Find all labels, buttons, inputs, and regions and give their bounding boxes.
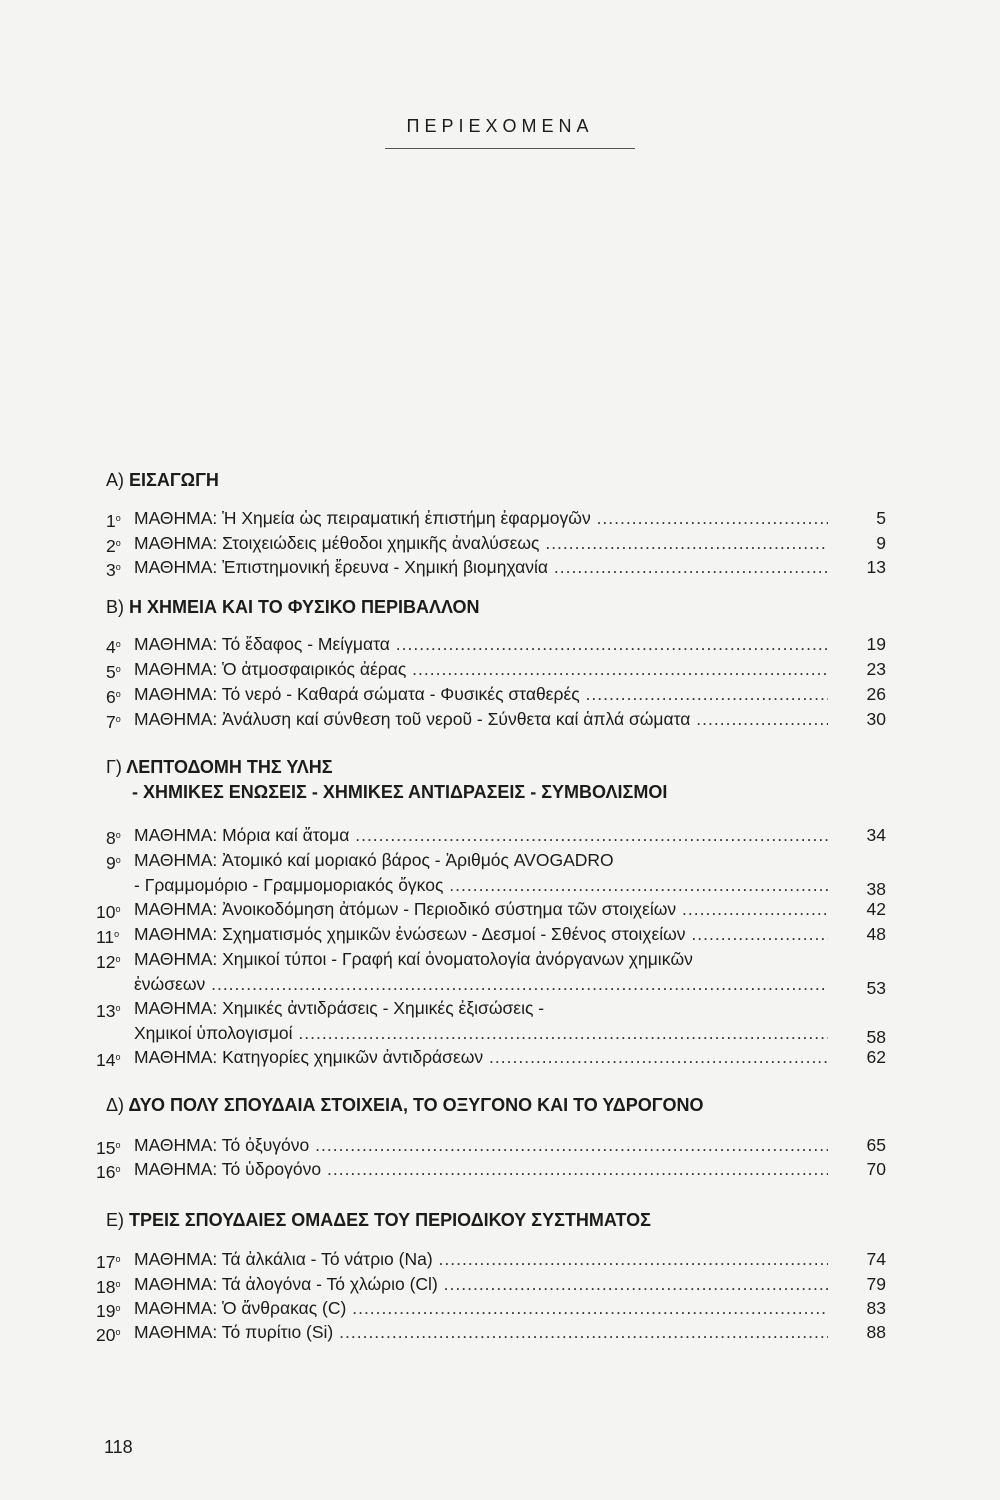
ordinal-mark: ο bbox=[115, 1279, 121, 1289]
page-ref: 58 bbox=[866, 1027, 886, 1047]
lesson-number bbox=[96, 948, 122, 973]
lesson-number bbox=[96, 923, 122, 948]
ordinal-mark: ο bbox=[115, 639, 121, 649]
toc-entry bbox=[106, 556, 886, 578]
toc-entry bbox=[106, 507, 886, 529]
ordinal-mark: ο bbox=[115, 664, 121, 674]
lesson-number-value: 16 bbox=[96, 1162, 116, 1182]
lesson-title: ΜΑΘΗΜΑ: Ἡ Χημεία ὡς πειραματική ἐπιστήμη ἐφαρμογῶν ..... bbox=[134, 507, 828, 529]
lesson-number bbox=[106, 507, 132, 532]
page-ref: 70 bbox=[866, 1159, 886, 1179]
page-ref: 26 bbox=[866, 684, 886, 704]
lesson-number bbox=[106, 708, 132, 733]
section-title-continued: - ΧΗΜΙΚΕΣ ΕΝΩΣΕΙΣ - ΧΗΜΙΚΕΣ ΑΝΤΙΔΡΑΣΕΙΣ - ΣΥΜΒΟΛΙΣΜΟΙ bbox=[132, 782, 668, 802]
lesson-number-value: 15 bbox=[96, 1138, 116, 1158]
lesson-number-value: 1 bbox=[106, 511, 116, 531]
lesson-number-value: 20 bbox=[96, 1325, 116, 1345]
lesson-number bbox=[96, 898, 122, 923]
ordinal-mark: ο bbox=[114, 929, 120, 939]
lesson-number-value: 2 bbox=[106, 536, 116, 556]
page-ref: 34 bbox=[866, 825, 886, 845]
lesson-number bbox=[106, 633, 132, 658]
lesson-number-value: 12 bbox=[96, 952, 116, 972]
lesson-number bbox=[96, 1321, 122, 1346]
lesson-title-continued: - Γραμμομόριο - Γραμμομοριακός ὄγκος ..... bbox=[134, 874, 828, 896]
section-heading-a bbox=[106, 470, 219, 491]
section-title: ΛΕΠΤΟΔΟΜΗ ΤΗΣ ΥΛΗΣ bbox=[126, 757, 333, 777]
page-number: 118 bbox=[104, 1437, 133, 1457]
lesson-title: ΜΑΘΗΜΑ: Σχηματισμός χημικῶν ἐνώσεων - Δεσμοί - Σθένος στοιχείων ..... bbox=[134, 923, 828, 945]
lesson-number-value: 7 bbox=[106, 712, 116, 732]
lesson-number bbox=[106, 849, 132, 874]
ordinal-mark: ο bbox=[115, 1052, 121, 1062]
section-letter: Δ) bbox=[106, 1095, 125, 1115]
toc-entry bbox=[96, 1134, 886, 1158]
page-ref: 9 bbox=[876, 533, 886, 553]
lesson-number bbox=[96, 1248, 122, 1273]
ordinal-mark: ο bbox=[115, 855, 121, 865]
section-heading-d bbox=[106, 1095, 704, 1116]
toc-entry bbox=[96, 1046, 886, 1070]
page-ref: 53 bbox=[866, 978, 886, 998]
lesson-title: ΜΑΘΗΜΑ: Μόρια καί ἄτομα ..... bbox=[134, 824, 828, 846]
ordinal-mark: ο bbox=[115, 1003, 121, 1013]
page-ref: 79 bbox=[866, 1274, 886, 1294]
lesson-title: ΜΑΘΗΜΑ: Τό ὑδρογόνο ..... bbox=[134, 1158, 828, 1180]
lesson-number bbox=[96, 1134, 122, 1159]
lesson-number-value: 3 bbox=[106, 560, 116, 580]
page-ref: 74 bbox=[866, 1249, 886, 1269]
toc-entry bbox=[96, 1158, 886, 1182]
toc-entry bbox=[106, 532, 886, 554]
ordinal-mark: ο bbox=[115, 562, 121, 572]
lesson-number-value: 8 bbox=[106, 828, 116, 848]
section-title: ΔΥΟ ΠΟΛΥ ΣΠΟΥΔΑΙΑ ΣΤΟΙΧΕΙΑ, ΤΟ ΟΞΥΓΟΝΟ ΚΑΙ ΤΟ ΥΔΡΟΓΟΝΟ bbox=[128, 1095, 704, 1115]
page-ref: 48 bbox=[866, 924, 886, 944]
section-heading-e bbox=[106, 1210, 651, 1231]
page-ref: 23 bbox=[866, 659, 886, 679]
lesson-number-value: 10 bbox=[96, 902, 116, 922]
lesson-title: ΜΑΘΗΜΑ: Τό ὀξυγόνο ..... bbox=[134, 1134, 828, 1156]
ordinal-mark: ο bbox=[115, 1164, 121, 1174]
ordinal-mark: ο bbox=[115, 714, 121, 724]
toc-entry bbox=[106, 683, 886, 705]
page-ref: 19 bbox=[866, 634, 886, 654]
page-ref: 88 bbox=[866, 1322, 886, 1342]
lesson-title: ΜΑΘΗΜΑ: Τό νερό - Καθαρά σώματα - Φυσικές σταθερές ..... bbox=[134, 683, 828, 705]
ordinal-mark: ο bbox=[115, 830, 121, 840]
lesson-title: ΜΑΘΗΜΑ: Τό ἔδαφος - Μείγματα ..... bbox=[134, 633, 828, 655]
ordinal-mark: ο bbox=[115, 513, 121, 523]
section-title: Η ΧΗΜΕΙΑ ΚΑΙ ΤΟ ΦΥΣΙΚΟ ΠΕΡΙΒΑΛΛΟΝ bbox=[129, 597, 480, 617]
toc-entry-continuation bbox=[106, 973, 886, 998]
toc-entry bbox=[106, 708, 886, 730]
section-heading-c bbox=[106, 757, 333, 778]
section-letter: Α) bbox=[106, 470, 124, 490]
page-ref: 83 bbox=[866, 1298, 886, 1318]
lesson-number-value: 9 bbox=[106, 853, 116, 873]
lesson-number-value: 6 bbox=[106, 687, 116, 707]
ordinal-mark: ο bbox=[115, 1327, 121, 1337]
ordinal-mark: ο bbox=[115, 1254, 121, 1264]
toc-entry bbox=[96, 1273, 886, 1297]
section-heading-c-line2 bbox=[132, 782, 667, 803]
lesson-title: ΜΑΘΗΜΑ: Χημικές ἀντιδράσεις - Χημικές ἐξισώσεις - bbox=[134, 998, 545, 1018]
section-letter: Β) bbox=[106, 597, 124, 617]
lesson-number bbox=[106, 658, 132, 683]
section-title: ΤΡΕΙΣ ΣΠΟΥΔΑΙΕΣ ΟΜΑΔΕΣ ΤΟΥ ΠΕΡΙΟΔΙΚΟΥ ΣΥΣΤΗΜΑΤΟΣ bbox=[129, 1210, 651, 1230]
page-ref: 62 bbox=[866, 1047, 886, 1067]
lesson-number-value: 5 bbox=[106, 662, 116, 682]
lesson-title: ΜΑΘΗΜΑ: Ἀνοικοδόμηση ἀτόμων - Περιοδικό σύστημα τῶν στοιχείων ..... bbox=[134, 898, 828, 920]
toc-entry bbox=[96, 1321, 886, 1345]
toc-entry bbox=[96, 948, 886, 972]
lesson-title: ΜΑΘΗΜΑ: Τά ἀλογόνα - Τό χλώριο (Cl) ..... bbox=[134, 1273, 828, 1295]
ordinal-mark: ο bbox=[115, 904, 121, 914]
toc-entry-continuation bbox=[106, 874, 886, 899]
lesson-title: ΜΑΘΗΜΑ: Κατηγορίες χημικῶν ἀντιδράσεων ..... bbox=[134, 1046, 828, 1068]
title-underline bbox=[385, 148, 635, 149]
lesson-number bbox=[96, 1297, 122, 1322]
section-title: ΕΙΣΑΓΩΓΗ bbox=[129, 470, 219, 490]
toc-entry bbox=[96, 997, 886, 1021]
lesson-title: ΜΑΘΗΜΑ: Ἀνάλυση καί σύνθεση τοῦ νεροῦ - Σύνθετα καί ἁπλά σώματα ..... bbox=[134, 708, 828, 730]
toc-entry-continuation bbox=[106, 1022, 886, 1047]
lesson-number bbox=[106, 824, 132, 849]
toc-entry bbox=[96, 898, 886, 922]
lesson-title-continued: Χημικοί ὑπολογισμοί ..... bbox=[134, 1022, 828, 1044]
lesson-title: ΜΑΘΗΜΑ: Ὁ ἀτμοσφαιρικός ἀέρας ..... bbox=[134, 658, 828, 680]
toc-entry bbox=[106, 849, 886, 871]
lesson-title: ΜΑΘΗΜΑ: Ἐπιστημονική ἔρευνα - Χημική βιομηχανία ..... bbox=[134, 556, 828, 578]
page-ref: 38 bbox=[866, 879, 886, 899]
lesson-number-value: 13 bbox=[96, 1001, 116, 1021]
ordinal-mark: ο bbox=[115, 538, 121, 548]
toc-entry bbox=[106, 824, 886, 846]
page-ref: 65 bbox=[866, 1135, 886, 1155]
lesson-number bbox=[106, 532, 132, 557]
lesson-number bbox=[96, 997, 122, 1022]
ordinal-mark: ο bbox=[115, 689, 121, 699]
page-ref: 30 bbox=[866, 709, 886, 729]
lesson-title: ΜΑΘΗΜΑ: Χημικοί τύποι - Γραφή καί ὀνοματολογία ἀνόργανων χημικῶν bbox=[134, 949, 693, 969]
toc-entry bbox=[106, 633, 886, 655]
ordinal-mark: ο bbox=[115, 1140, 121, 1150]
ordinal-mark: ο bbox=[115, 1303, 121, 1313]
lesson-number bbox=[106, 556, 132, 581]
lesson-number bbox=[96, 1158, 122, 1183]
toc-entry bbox=[96, 1248, 886, 1272]
lesson-title: ΜΑΘΗΜΑ: Τά ἀλκάλια - Τό νάτριο (Na) ..... bbox=[134, 1248, 828, 1270]
page-ref: 5 bbox=[876, 508, 886, 528]
lesson-number-value: 19 bbox=[96, 1301, 116, 1321]
lesson-number-value: 11 bbox=[96, 927, 115, 947]
page-ref: 42 bbox=[866, 899, 886, 919]
toc-entry bbox=[96, 923, 886, 947]
lesson-number bbox=[106, 683, 132, 708]
lesson-number-value: 18 bbox=[96, 1277, 116, 1297]
page-ref: 13 bbox=[866, 557, 886, 577]
ordinal-mark: ο bbox=[115, 954, 121, 964]
section-letter: Ε) bbox=[106, 1210, 124, 1230]
toc-entry bbox=[106, 658, 886, 680]
lesson-number-value: 14 bbox=[96, 1050, 116, 1070]
toc-entry bbox=[96, 1297, 886, 1321]
lesson-number-value: 4 bbox=[106, 637, 116, 657]
lesson-number-value: 17 bbox=[96, 1252, 116, 1272]
lesson-title: ΜΑΘΗΜΑ: Τό πυρίτιο (Si) ..... bbox=[134, 1321, 828, 1343]
lesson-title: ΜΑΘΗΜΑ: Ὁ ἄνθρακας (C) ..... bbox=[134, 1297, 828, 1319]
lesson-number bbox=[96, 1273, 122, 1298]
lesson-title-continued: ἐνώσεων ..... bbox=[134, 973, 828, 995]
page-title: ΠΕΡΙΕΧΟΜΕΝΑ bbox=[406, 116, 594, 136]
section-letter: Γ) bbox=[106, 757, 122, 777]
lesson-title: ΜΑΘΗΜΑ: Στοιχειώδεις μέθοδοι χημικῆς ἀναλύσεως ..... bbox=[134, 532, 828, 554]
lesson-title: ΜΑΘΗΜΑ: Ἀτομικό καί μοριακό βάρος - Ἀριθμός AVOGADRO bbox=[134, 850, 614, 870]
lesson-number bbox=[96, 1046, 122, 1071]
section-heading-b bbox=[106, 597, 480, 618]
